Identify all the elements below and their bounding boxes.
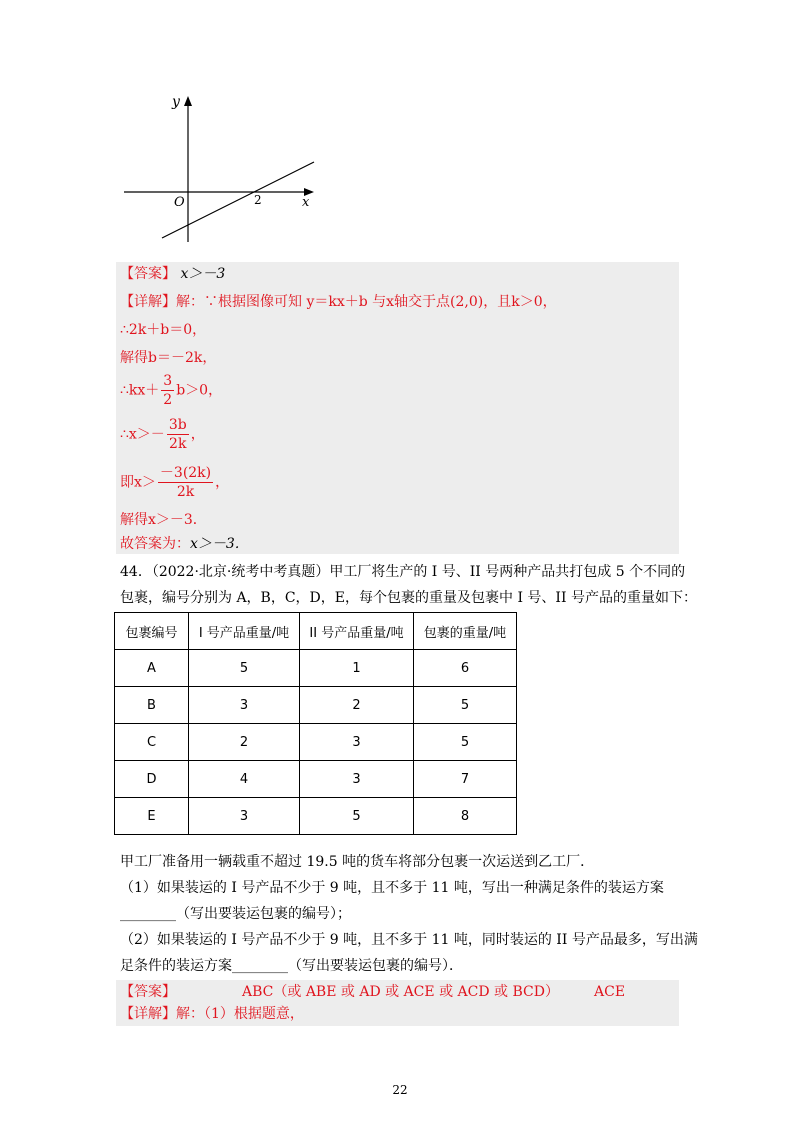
- table-cell: 2: [189, 724, 300, 761]
- detail-line-8: [120, 534, 249, 554]
- fraction: [158, 464, 213, 501]
- line5-prefix: ∴x＞－: [120, 426, 165, 443]
- fraction-numerator: 3: [163, 373, 173, 389]
- function-line: [162, 162, 314, 238]
- fraction-numerator: 3b: [168, 417, 187, 433]
- q44-stem-line-1: 44．（2022·北京·统考中考真题）甲工厂将生产的 I 号、II 号两种产品共打包成 5 个不同的: [120, 564, 686, 580]
- page-number: 22: [392, 1083, 408, 1097]
- table-cell: 6: [414, 650, 517, 687]
- fraction: [161, 372, 174, 409]
- table-cell: B: [115, 687, 189, 724]
- table-cell: 4: [189, 761, 300, 798]
- table-header-cell: 包裹的重量/吨: [414, 613, 517, 650]
- table-cell: 3: [189, 687, 300, 724]
- line4-prefix: ∴kx＋: [120, 382, 160, 399]
- table-header-cell: I 号产品重量/吨: [189, 613, 300, 650]
- fraction-numerator: －3(2k): [159, 465, 212, 481]
- fraction-denominator: 2k: [176, 484, 195, 500]
- detail-line-1: [120, 292, 557, 312]
- q44-answer-tag: 【答案】: [120, 984, 176, 1000]
- q44-answer-1: ABC（或 ABE 或 AD 或 ACE 或 ACD 或 BCD）: [242, 984, 559, 1000]
- final-answer-prefix: 故答案为：: [120, 536, 190, 552]
- detail-text: 解：∵根据图像可知 y＝kx＋b 与x轴交于点(2,0)，且k＞0，: [176, 294, 557, 310]
- package-table: [114, 612, 517, 835]
- table-header-row: [115, 613, 517, 650]
- table-cell: 5: [414, 724, 517, 761]
- q44-part2-line-2: 足条件的装运方案________（写出要装运包裹的编号）．: [120, 958, 463, 974]
- table-cell: A: [115, 650, 189, 687]
- q44-paragraph: 甲工厂准备用一辆载重不超过 19.5 吨的货车将部分包裹一次运送到乙工厂．: [120, 854, 595, 870]
- final-answer-value: x＞－3．: [190, 536, 249, 552]
- fraction-denominator: 2k: [169, 436, 187, 452]
- q44-detail-line: [120, 1004, 304, 1024]
- coordinate-graph: [118, 92, 318, 244]
- origin-label: O: [174, 195, 185, 210]
- table-cell: 3: [300, 724, 414, 761]
- line6-suffix: ，: [215, 474, 230, 491]
- table-cell: 7: [414, 761, 517, 798]
- table-cell: 8: [414, 798, 517, 835]
- detail-line-7: 解得x＞－3．: [120, 512, 207, 528]
- line4-suffix: b＞0，: [176, 382, 223, 399]
- q44-part2-line-1: （2）如果装运的 I 号产品不少于 9 吨，且不多于 11 吨，同时装运的 II 号产品最多，写出满: [120, 932, 698, 948]
- q44-part1-line-2: ________（写出要装运包裹的编号）；: [120, 906, 351, 922]
- table-cell: C: [115, 724, 189, 761]
- y-axis-arrow: [184, 96, 192, 106]
- table-cell: 5: [414, 687, 517, 724]
- table-cell: D: [115, 761, 189, 798]
- line6-prefix: 即x＞: [120, 474, 156, 491]
- detail-tag: 【详解】: [120, 294, 176, 310]
- x-tick-label: 2: [254, 193, 262, 207]
- q44-detail-text: 解：（1）根据题意，: [176, 1006, 304, 1022]
- table-row: [115, 687, 517, 724]
- table-row: [115, 650, 517, 687]
- q44-part1-line-1: （1）如果装运的 I 号产品不少于 9 吨，且不多于 11 吨，写出一种满足条件的装运方案: [120, 880, 664, 896]
- detail-line-2: ∴2k＋b＝0，: [120, 322, 207, 338]
- table-cell: 3: [189, 798, 300, 835]
- answer-tag: 【答案】: [120, 266, 176, 282]
- q44-answer-2: ACE: [594, 984, 626, 1000]
- table-cell: 5: [300, 798, 414, 835]
- detail-line-3: 解得b＝－2k，: [120, 350, 217, 366]
- detail-line-5: [120, 416, 205, 453]
- y-axis-label: y: [172, 94, 180, 110]
- table-row: [115, 724, 517, 761]
- table-row: [115, 798, 517, 835]
- table-header-cell: II 号产品重量/吨: [300, 613, 414, 650]
- q44-stem-line-2: 包裹，编号分别为 A，B，C，D，E，每个包裹的重量及包裹中 I 号、II 号产品的重量如下：: [120, 590, 697, 606]
- table-cell: 1: [300, 650, 414, 687]
- table-row: [115, 761, 517, 798]
- table-cell: E: [115, 798, 189, 835]
- fraction: [167, 416, 189, 453]
- detail-line-6: [120, 464, 229, 501]
- table-cell: 5: [189, 650, 300, 687]
- q44-detail-tag: 【详解】: [120, 1006, 176, 1022]
- x-axis-label: x: [302, 195, 310, 210]
- table-cell: 3: [300, 761, 414, 798]
- line5-suffix: ，: [190, 426, 205, 443]
- table-header-cell: 包裹编号: [115, 613, 189, 650]
- detail-line-4: [120, 372, 222, 409]
- answer-value: x＞－3: [180, 266, 226, 282]
- table-cell: 2: [300, 687, 414, 724]
- fraction-denominator: 2: [163, 392, 173, 408]
- answer-line: [120, 264, 225, 284]
